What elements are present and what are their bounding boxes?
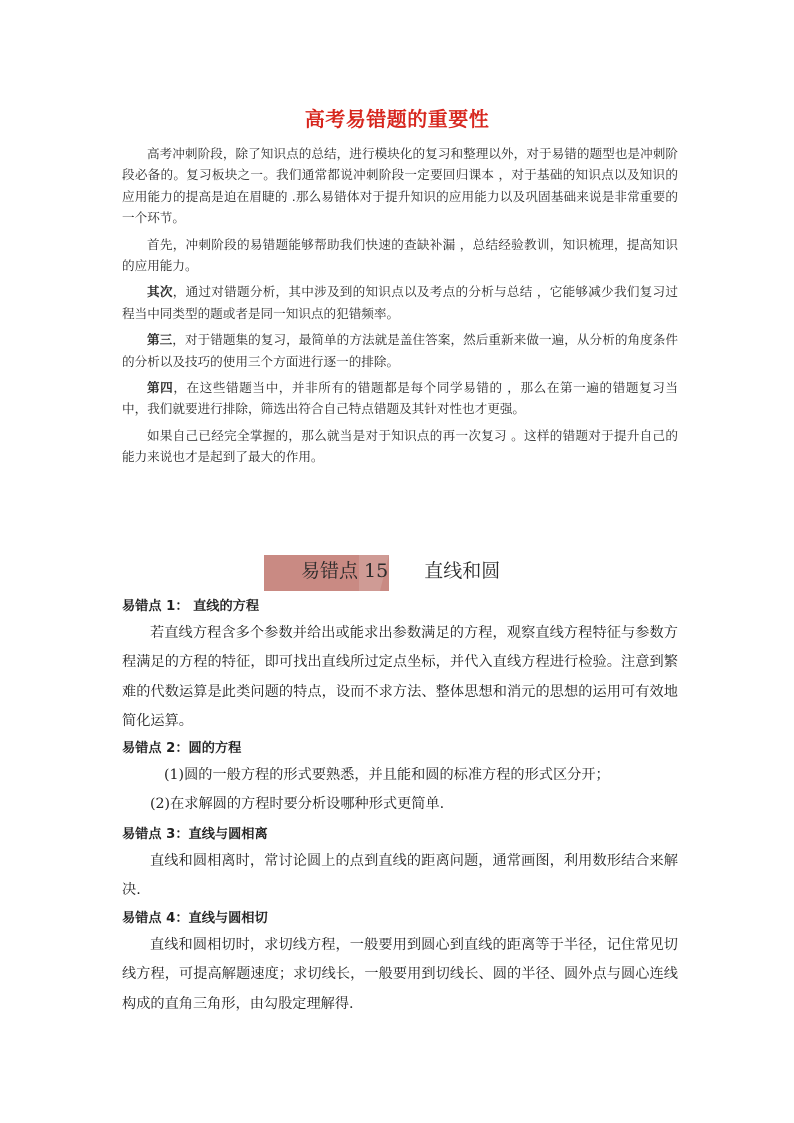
section-body: 直线和圆相切时，求切线方程，一般要用到圆心到直线的距离等于半径，记住常见切线方程，可提高解题速度；求切线长，一般要用到切线长、圆的半径、圆外点与圆心连线构成的直角三角形，由勾股定理解得. [122,937,678,1012]
paragraph-text: ，通过对错题分析，其中涉及到的知识点以及考点的分析与总结 ，它能够减少我们复习过程当中同类型的题或者是同一知识点的犯错频率。 [122,284,678,321]
error-point-2 [122,737,678,819]
list-item: (2)在求解圆的方程时要分析设哪种形式更简单. [150,796,445,812]
intro-text [122,143,678,473]
intro-paragraph: 如果自己已经完全掌握的，那么就当是对于知识点的再一次复习 。这样的错题对于提升自己的能力来说也才是起到了最大的作用。 [122,427,678,465]
section-title: 易错点 4：直线与圆相切 [122,911,268,926]
paragraph-lead: 第四 [147,380,174,396]
section-banner [264,551,526,591]
error-point-1 [122,595,678,737]
banner-topic: 直线和圆 [424,560,501,582]
page-title: 高考易错题的重要性 [304,107,490,131]
list-item: (1)圆的一般方程的形式要熟悉，并且能和圆的标准方程的形式区分开； [164,767,610,783]
section-body: 若直线方程含多个参数并给出或能求出参数满足的方程，观察直线方程特征与参数方程满足的方程的特征，即可找出直线所过定点坐标，并代入直线方程进行检验。注意到繁难的代数运算是此类问题的特点，设而不求方法、整体思想和消元的思想的运用可有效地简化运算。 [122,625,678,730]
error-point-3 [122,823,678,906]
banner-label: 易错点 15 [301,560,389,582]
intro-paragraph [122,329,678,372]
paragraph-lead: 第三 [147,332,173,348]
section-title: 易错点 1： 直线的方程 [122,599,260,614]
section-body: 直线和圆相离时，常讨论圆上的点到直线的距离问题，通常画图，利用数形结合来解决. [122,853,678,899]
section-title: 易错点 3：直线与圆相离 [122,827,268,842]
intro-paragraph [122,281,678,324]
intro-paragraph: 首先，冲刺阶段的易错题能够帮助我们快速的查缺补漏 ，总结经验教训，知识梳理，提高知识的应用能力。 [122,236,678,274]
paragraph-text: ，对于错题集的复习，最简单的方法就是盖住答案，然后重新来做一遍，从分析的角度条件的分析以及技巧的使用三个方面进行逐一的排除。 [122,332,679,369]
banner-heading [301,556,500,583]
intro-paragraph [122,377,678,420]
intro-paragraph: 高考冲刺阶段，除了知识点的总结，进行模块化的复习和整理以外，对于易错的题型也是冲刺阶段必备的。复习板块之一。我们通常都说冲刺阶段一定要回归课本 ，对于基础的知识点以及知识的应用能力的提高是迫在眉睫的 .那么易错体对于提升知识的应用能力以及巩固基础来说是非常重要的一个环节。 [122,146,678,226]
paragraph-lead: 其次 [147,284,173,300]
section-title: 易错点 2：圆的方程 [122,741,242,756]
error-point-4 [122,907,678,1019]
paragraph-text: ，在这些错题当中，并非所有的错题都是每个同学易错的 ，那么在第一遍的错题复习当中，我们就要进行排除，筛选出符合自己特点错题及其针对性也才更强。 [122,380,678,417]
